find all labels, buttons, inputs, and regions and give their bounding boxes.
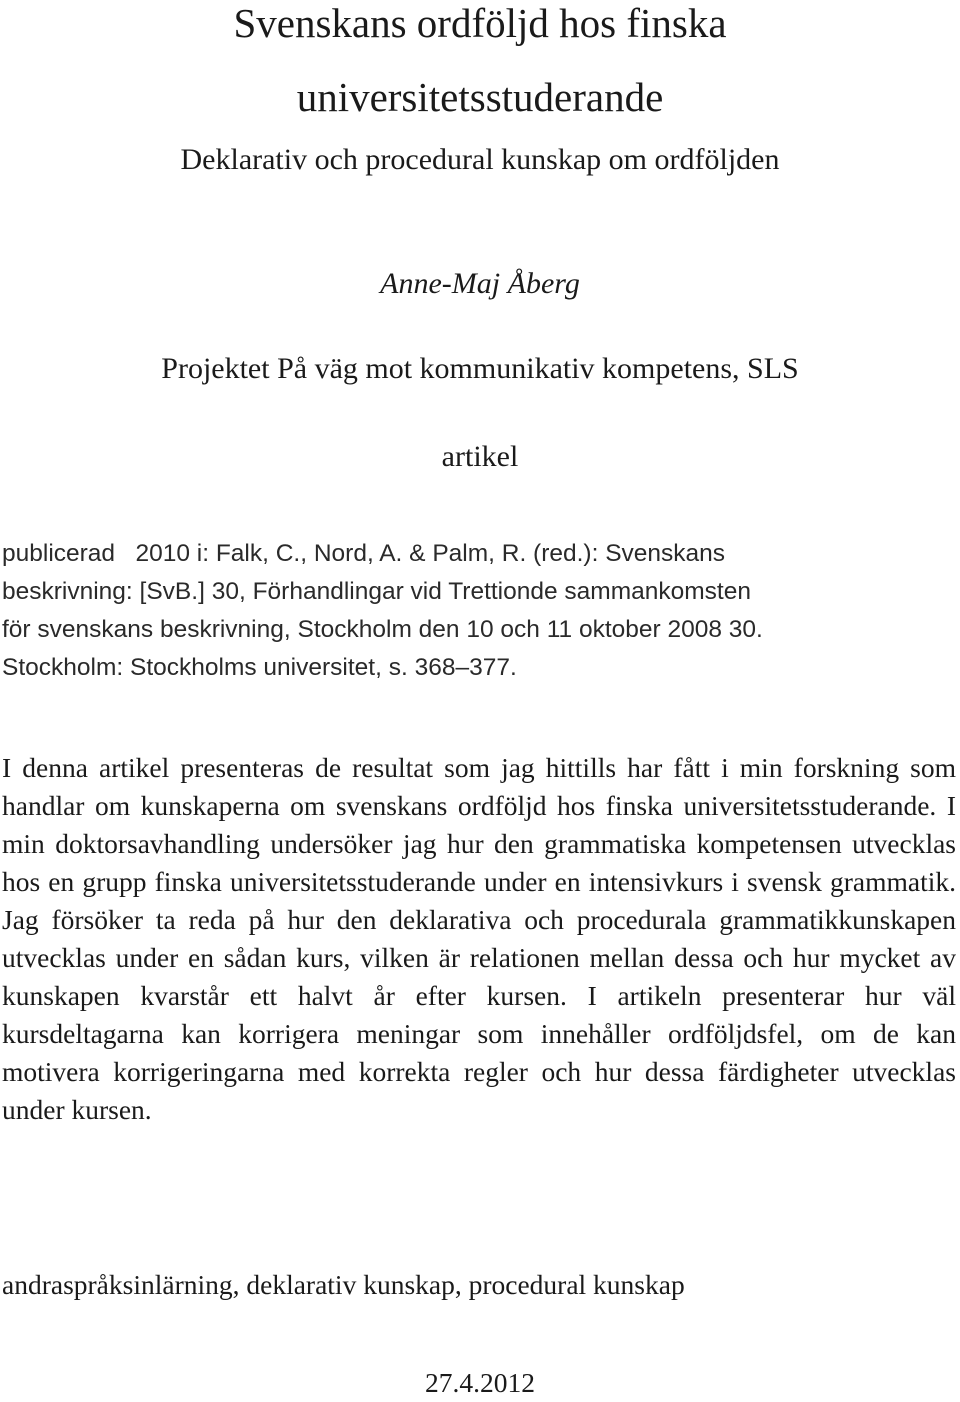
publication-line: beskrivning: [SvB.] 30, Förhandlingar vid Trettionde sammankomsten [2, 578, 751, 605]
keywords: andraspråksinlärning, deklarativ kunskap, procedural kunskap [2, 1269, 685, 1300]
document-subtitle: Deklarativ och procedural kunskap om ordföljden [180, 143, 780, 176]
publication-line: publicerad 2010 i: Falk, C., Nord, A. & Palm, R. (red.): Svenskans [2, 540, 726, 567]
publication-line: Stockholm: Stockholms universitet, s. 368–377. [2, 654, 517, 681]
publication-line: för svenskans beskrivning, Stockholm den 10 och 11 oktober 2008 30. [2, 616, 763, 643]
title-line-2: universitetsstuderande [296, 74, 664, 120]
author-name: Anne-Maj Åberg [380, 267, 580, 300]
abstract-text: I denna artikel presenteras de resultat som jag hittills har fått i min forskning som handlar om kunskaperna om svenskans ordföljd hos finska universitetsstuderande. I min doktorsavhandling undersöker jag hur den grammatiska kompetensen utvecklas hos en grupp finska universitetsstuderande under en intensivkurs i svensk grammatik. Jag försöker ta reda på hur den deklarativa och procedurala grammatikkunskapen utvecklas under en sådan kurs, vilken är relationen mellan dessa och hur mycket av kunskapen kvarstår ett halvt år efter kursen. I artikeln presenterar hur väl kursdeltagarna kan korrigera meningar som innehåller ordföljdsfel, om de kan motivera korrigeringarna med korrekta regler och hur dessa färdigheter utvecklas under kursen. [2, 752, 956, 1125]
document-type: artikel [441, 440, 519, 473]
document-title [0, 0, 960, 134]
publication-info [2, 535, 956, 687]
document-date: 27.4.2012 [425, 1367, 535, 1398]
project-name: Projektet På väg mot kommunikativ kompetens, SLS [161, 352, 799, 385]
title-line-1: Svenskans ordföljd hos finska [233, 0, 727, 46]
